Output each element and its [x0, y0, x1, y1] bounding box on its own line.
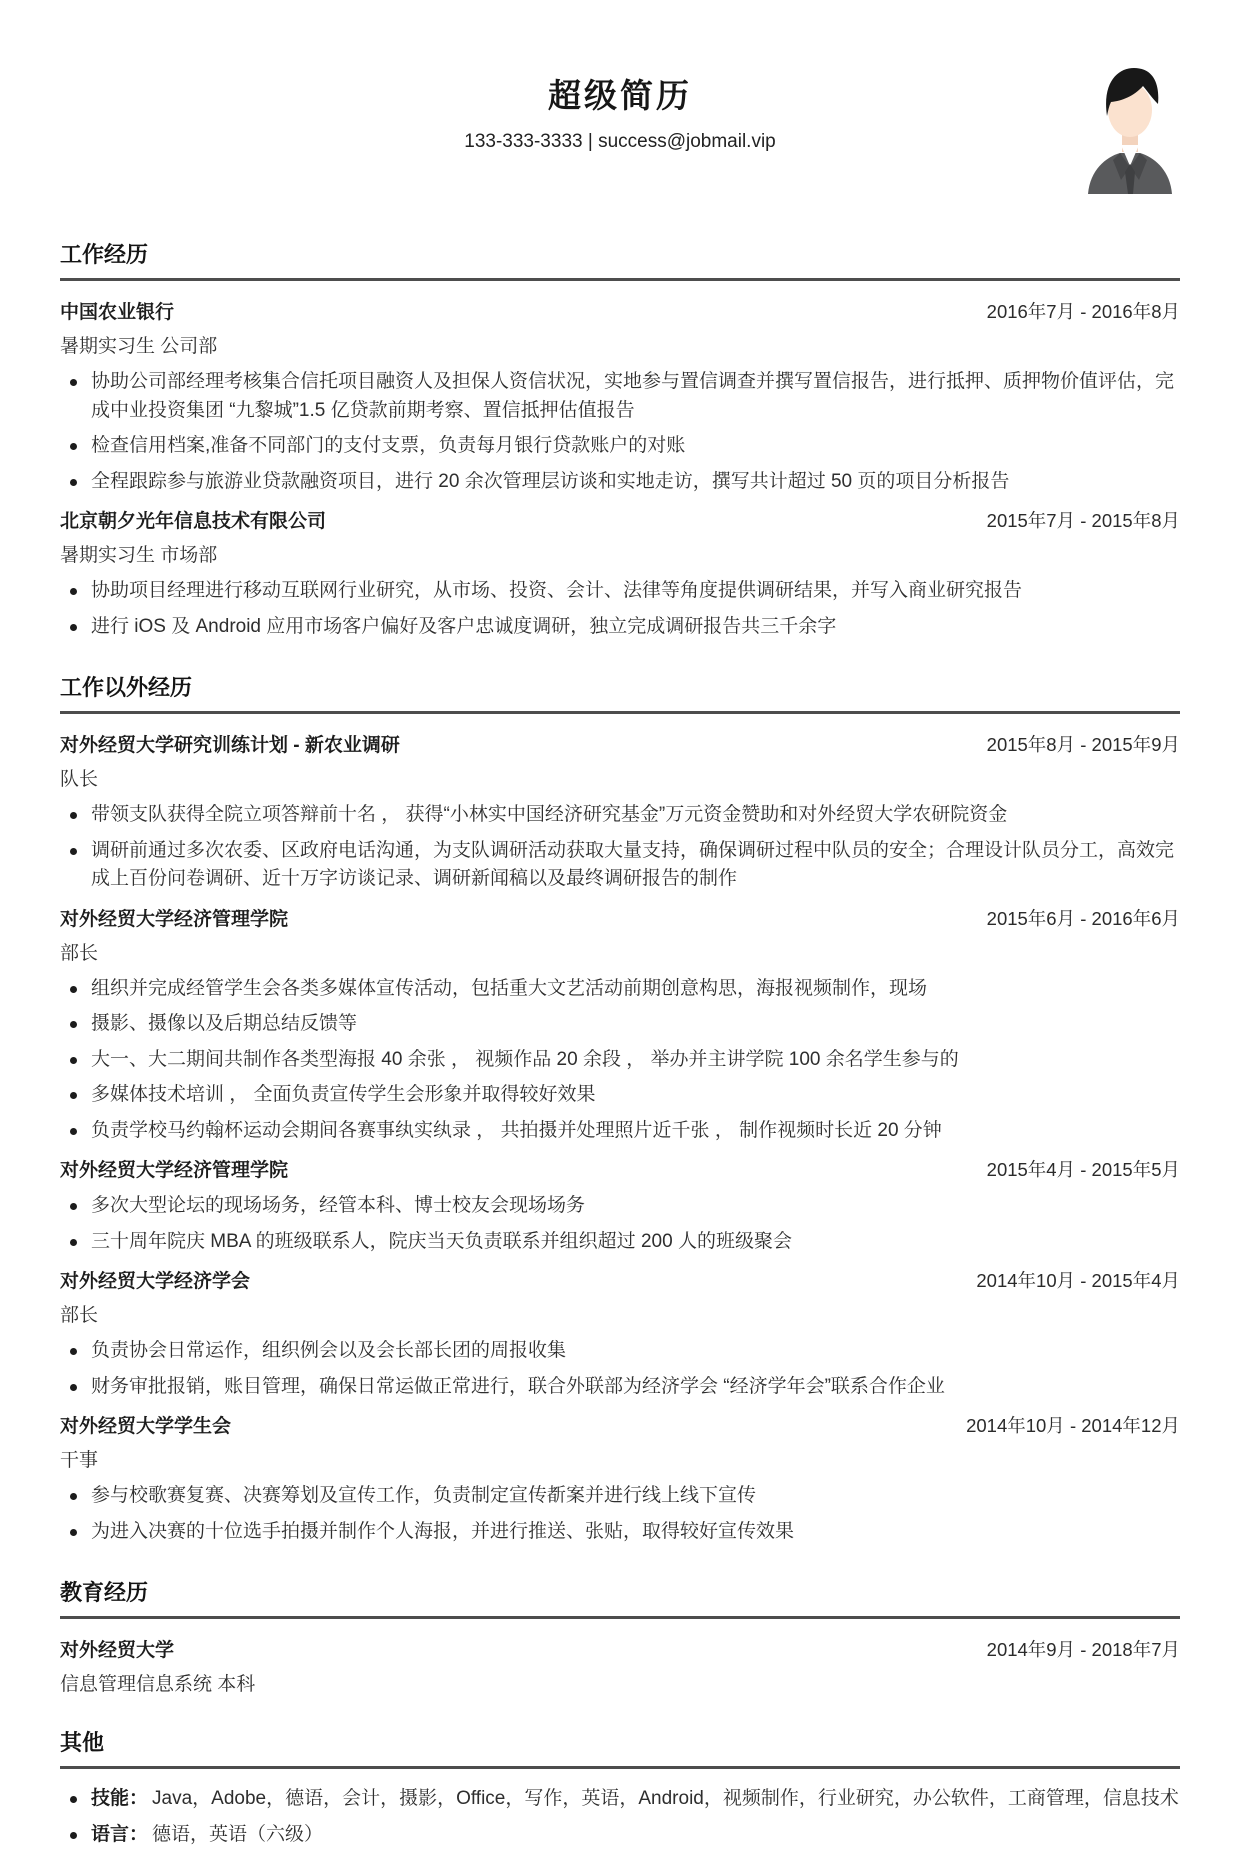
bullet-item: 负责协会日常运作，组织例会以及会长部长团的周报收集: [60, 1337, 1180, 1366]
date-range: 2014年9月 - 2018年7月: [987, 1636, 1180, 1662]
bullet-list: [60, 1337, 1180, 1401]
bullet-item: 协助公司部经理考核集合信托项目融资人及担保人资信状况，实地参与置信调查并撰写置信报告，进行抵押、质押物价值评估，完成中业投资集团 “九黎城”1.5 亿贷款前期考察、置信抵押估值报告: [60, 368, 1180, 425]
male-avatar-icon: [1080, 58, 1180, 194]
bullet-item: 全程跟踪参与旅游业贷款融资项目，进行 20 余次管理层访谈和实地走访，撰写共计超过 50 页的项目分析报告: [60, 468, 1180, 497]
role-title: 暑期实习生 市场部: [60, 540, 1180, 567]
bullet-list: [60, 1785, 1180, 1849]
resume-section: [60, 671, 1180, 1546]
role-title: 部长: [60, 1300, 1180, 1327]
resume-section: [60, 238, 1180, 641]
experience-entry: [60, 904, 1180, 1146]
resume-header: [60, 58, 1180, 208]
bullet-item: 多次大型论坛的现场场务，经管本科、博士校友会现场场务: [60, 1192, 1180, 1221]
resume-section: [60, 1576, 1180, 1696]
section-heading: 其他: [60, 1726, 1180, 1769]
experience-entry: [60, 506, 1180, 641]
organization-name: 对外经贸大学经济管理学院: [60, 904, 288, 931]
date-range: 2014年10月 - 2014年12月: [966, 1412, 1180, 1438]
entry-header: [60, 506, 1180, 533]
date-range: 2016年7月 - 2016年8月: [987, 298, 1180, 324]
bullet-item: 为进入决赛的十位选手拍摄并制作个人海报，并进行推送、张贴，取得较好宣传效果: [60, 1518, 1180, 1547]
bullet-item: 调研前通过多次农委、区政府电话沟通，为支队调研活动获取大量支持，确保调研过程中队员的安全；合理设计队员分工，高效完成上百份问卷调研、近十万字访谈记录、调研新闻稿以及最终调研报告的制作: [60, 837, 1180, 894]
role-title: 暑期实习生 公司部: [60, 331, 1180, 358]
experience-entry: [60, 1635, 1180, 1696]
bullet-item: 财务审批报销，账目管理，确保日常运做正常进行，联合外联部为经济学会 “经济学年会”联系合作企业: [60, 1373, 1180, 1402]
experience-entry: [60, 1785, 1180, 1849]
resume-body: [60, 238, 1180, 1849]
bullet-text: 德语，英语（六级）: [152, 1824, 323, 1845]
experience-entry: [60, 1266, 1180, 1401]
role-title: 信息管理信息系统 本科: [60, 1669, 1180, 1696]
bullet-list: [60, 975, 1180, 1146]
organization-name: 对外经贸大学学生会: [60, 1411, 231, 1438]
date-range: 2015年7月 - 2015年8月: [987, 507, 1180, 533]
entry-header: [60, 1635, 1180, 1662]
date-range: 2015年8月 - 2015年9月: [987, 731, 1180, 757]
organization-name: 对外经贸大学: [60, 1635, 174, 1662]
bullet-list: [60, 368, 1180, 496]
section-heading: 教育经历: [60, 1576, 1180, 1619]
bullet-item: [60, 1821, 1180, 1849]
bullet-label: 技能：: [91, 1788, 148, 1809]
entry-header: [60, 297, 1180, 324]
date-range: 2014年10月 - 2015年4月: [976, 1267, 1180, 1293]
bullet-list: [60, 801, 1180, 894]
section-heading: 工作以外经历: [60, 671, 1180, 714]
bullet-item: 带领支队获得全院立项答辩前十名 ， 获得“小林实中国经济研究基金”万元资金赞助和对外经贸大学农研院资金: [60, 801, 1180, 830]
entry-header: [60, 1266, 1180, 1293]
bullet-label: 语言：: [91, 1824, 148, 1845]
bullet-item: 进行 iOS 及 Android 应用市场客户偏好及客户忠诚度调研，独立完成调研报告共三千余字: [60, 613, 1180, 642]
role-title: 干事: [60, 1445, 1180, 1472]
entry-header: [60, 904, 1180, 931]
bullet-item: 参与校歌赛复赛、决赛筹划及宣传工作，负责制定宣传斱案并进行线上线下宣传: [60, 1482, 1180, 1511]
bullet-item: 协助项目经理进行移动互联网行业研究，从市场、投资、会计、法律等角度提供调研结果，并写入商业研究报告: [60, 577, 1180, 606]
experience-entry: [60, 730, 1180, 894]
organization-name: 对外经贸大学经济管理学院: [60, 1155, 288, 1182]
bullet-item: 三十周年院庆 MBA 的班级联系人，院庆当天负责联系并组织超过 200 人的班级聚会: [60, 1228, 1180, 1257]
contact-info: 133-333-3333 | success@jobmail.vip: [60, 131, 1180, 153]
date-range: 2015年4月 - 2015年5月: [987, 1156, 1180, 1182]
bullet-item: 检查信用档案,准备不同部门的支付支票，负责每月银行贷款账户的对账: [60, 432, 1180, 461]
role-title: 队长: [60, 764, 1180, 791]
bullet-list: [60, 577, 1180, 641]
role-title: 部长: [60, 938, 1180, 965]
organization-name: 对外经贸大学研究训练计划 - 新农业调研: [60, 730, 400, 757]
organization-name: 北京朝夕光年信息技术有限公司: [60, 506, 326, 533]
organization-name: 中国农业银行: [60, 297, 174, 324]
bullet-item: 组织并完成经管学生会各类多媒体宣传活动，包括重大文艺活动前期创意构思，海报视频制作，现场: [60, 975, 1180, 1004]
resume-section: [60, 1726, 1180, 1849]
date-range: 2015年6月 - 2016年6月: [987, 905, 1180, 931]
experience-entry: [60, 1411, 1180, 1546]
page-title: 超级简历: [60, 70, 1180, 117]
avatar: [1080, 58, 1180, 194]
bullet-item: [60, 1785, 1180, 1814]
bullet-list: [60, 1482, 1180, 1546]
entry-header: [60, 1411, 1180, 1438]
experience-entry: [60, 1155, 1180, 1256]
bullet-item: 摄影、摄像以及后期总结反馈等: [60, 1010, 1180, 1039]
bullet-item: 负责学校马约翰杯运动会期间各赛事纨实纨录 ， 共拍摄并处理照片近千张 ， 制作视频时长近 20 分钟: [60, 1117, 1180, 1146]
bullet-list: [60, 1192, 1180, 1256]
entry-header: [60, 1155, 1180, 1182]
organization-name: 对外经贸大学经济学会: [60, 1266, 250, 1293]
bullet-item: 多媒体技术培训 ， 全面负责宣传学生会形象并取得较好效果: [60, 1081, 1180, 1110]
entry-header: [60, 730, 1180, 757]
bullet-item: 大一、大二期间共制作各类型海报 40 余张 ， 视频作品 20 余段 ， 举办并主讲学院 100 余名学生参与的: [60, 1046, 1180, 1075]
experience-entry: [60, 297, 1180, 496]
section-heading: 工作经历: [60, 238, 1180, 281]
bullet-text: Java，Adobe，德语，会计，摄影，Office，写作，英语，Android，视频制作，行业研究，办公软件，工商管理，信息技术: [152, 1788, 1179, 1809]
